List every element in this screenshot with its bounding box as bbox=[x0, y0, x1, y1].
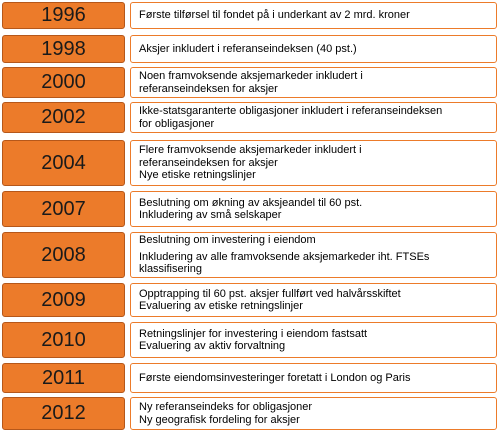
year-badge: 2000 bbox=[2, 67, 125, 98]
event-line: Retningslinjer for investering i eiendom fastsatt bbox=[139, 327, 368, 340]
event-description bbox=[130, 35, 497, 63]
timeline-row-2002 bbox=[0, 102, 500, 133]
event-description bbox=[130, 140, 497, 186]
event-line: Ny referanseindeks for obligasjoner bbox=[139, 401, 313, 413]
event-line: Beslutning om investering i eiendom bbox=[139, 234, 316, 247]
event-line: Inkludering av små selskaper bbox=[139, 209, 282, 221]
event-description bbox=[130, 67, 497, 98]
event-line: Aksjer inkludert i referanseindeksen (40 pst.) bbox=[139, 42, 357, 55]
event-line: referanseindeksen for aksjer bbox=[139, 82, 278, 95]
timeline-row-2011 bbox=[0, 363, 500, 393]
year-badge: 2002 bbox=[2, 102, 125, 133]
event-description bbox=[130, 102, 497, 133]
timeline-row-2012 bbox=[0, 397, 500, 430]
event-description bbox=[130, 2, 497, 29]
event-line: referanseindeksen for aksjer bbox=[139, 156, 278, 169]
event-description bbox=[130, 283, 497, 317]
event-line: Flere framvoksende aksjemarkeder inkludert i bbox=[139, 144, 362, 157]
timeline-row-2000 bbox=[0, 67, 500, 98]
event-line: Evaluering av etiske retningslinjer bbox=[139, 300, 303, 312]
event-description bbox=[130, 322, 497, 358]
year-badge: 2012 bbox=[2, 397, 125, 430]
timeline-row-2010 bbox=[0, 322, 500, 358]
event-line: Første eiendomsinvesteringer foretatt i London og Paris bbox=[139, 371, 411, 384]
event-line: Inkludering av alle framvoksende aksjemarkeder iht. FTSEs bbox=[139, 250, 430, 263]
year-badge: 2007 bbox=[2, 191, 125, 227]
event-line: Opptrapping til 60 pst. aksjer fullført ved halvårsskiftet bbox=[139, 287, 401, 300]
event-line: Ny geografisk fordeling for aksjer bbox=[139, 413, 300, 426]
event-line: Evaluering av aktiv forvaltning bbox=[139, 340, 286, 352]
event-line: Nye etiske retningslinjer bbox=[139, 169, 256, 182]
event-line: Beslutning om økning av aksjeandel til 60 pst. bbox=[139, 196, 363, 209]
year-badge: 2009 bbox=[2, 283, 125, 317]
event-description bbox=[130, 397, 497, 430]
event-line: Første tilførsel til fondet på i underkant av 2 mrd. kroner bbox=[139, 9, 410, 22]
event-line: for obligasjoner bbox=[139, 117, 215, 130]
event-description bbox=[130, 232, 497, 278]
year-badge: 2011 bbox=[2, 363, 125, 393]
event-description bbox=[130, 191, 497, 227]
year-badge: 2004 bbox=[2, 140, 125, 186]
event-line: Ikke-statsgaranterte obligasjoner inkludert i referanseindeksen bbox=[139, 105, 443, 117]
event-description bbox=[130, 363, 497, 393]
timeline-row-2008 bbox=[0, 232, 500, 278]
timeline-row-1996 bbox=[0, 2, 500, 29]
year-badge: 2008 bbox=[2, 232, 125, 278]
year-badge: 1998 bbox=[2, 35, 125, 63]
event-line: Noen framvoksende aksjemarkeder inkludert i bbox=[139, 70, 363, 82]
timeline-row-1998 bbox=[0, 35, 500, 63]
event-line: klassifisering bbox=[139, 263, 202, 276]
year-badge: 2010 bbox=[2, 322, 125, 358]
timeline-row-2007 bbox=[0, 191, 500, 227]
year-badge: 1996 bbox=[2, 2, 125, 29]
timeline-row-2004 bbox=[0, 140, 500, 186]
timeline-row-2009 bbox=[0, 283, 500, 317]
